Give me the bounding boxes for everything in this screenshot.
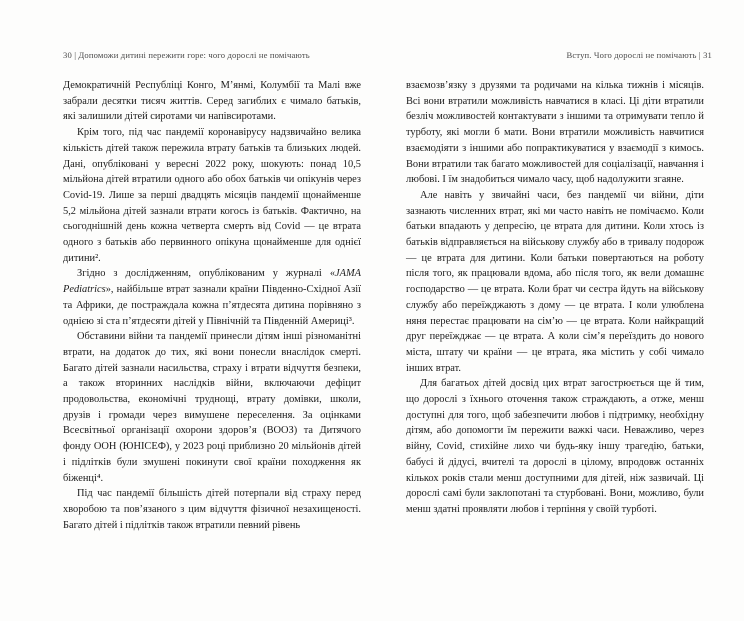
paragraph: Під час пандемії більшість дітей потерпали від страху перед хворобою та пов’язаного з цим відчуття фізичної незахищеності. Багато дітей і підлітків також втратили певний рівень — [63, 488, 361, 531]
running-head-right: Вступ. Чого дорослі не помічають | 31 — [566, 50, 712, 60]
paragraph-segment: », найбільше втрат зазнали країни Південно-Східної Азії та Африки, де постраждала кожна п’ятдесята дитина порівняно з однією зі ста п’ятдесяти дітей у Північній та Південній Америці³. — [63, 284, 361, 327]
paragraph: Обставини війни та пандемії принесли дітям інші різноманітні втрати, на додаток до тих, які вони понесли внаслідок смерті. Багато дітей зазнали насильства, страху і втрати відчуття безпеки, а також вторинних наслідків війни, включаючи дефіцит продовольства, економічні труднощі, втрату домівки, школи, друзів і громади через вимушене переселення. За оцінками Всесвітньої організації охорони здоров’я (ВООЗ) та Дитячого фонду ООН (ЮНІСЕФ), у 2023 році приблизно 20 мільйонів дітей і підлітків були змушені покинути свої країни походження як біженці⁴. — [63, 331, 361, 484]
text-column-right — [406, 78, 704, 518]
paragraph — [63, 266, 361, 329]
paragraph: Крім того, під час пандемії коронавірусу надзвичайно велика кількість дітей також пережила втрату батьків та близьких людей. Дані, опубліковані у вересні 2022 року, шокують: понад 10,5 мільйона дітей втратили одного або обох батьків чи опікунів через Covid-19. Лише за перші двадцять місяців пандемії щонайменше 5,2 мільйона дітей зазнали втрати когось із батьків. Фактично, на сьогоднішній день кожна четверта смерть від Covid — це втрата одного з батьків або первинного опікуна щонайменше для однієї дитини². — [63, 127, 361, 264]
text-column-left — [63, 78, 361, 533]
paragraph: взаємозв’язку з друзями та родичами на кілька тижнів і місяців. Всі вони втратили можливість навчатися в класі. Ці діти втратили безліч можливостей контактувати з іншими та отримувати тепло й турботу, які могли б мати. Вони втратили можливість навчитися взаємодіяти з іншими або попрактикуватися у взаємодії з кимось. Вони втратили так багато можливостей для соціалізації, навчання і любові. І їм знадобиться чимало часу, щоб надолужити згаяне. — [406, 80, 704, 186]
paragraph: Для багатьох дітей досвід цих втрат загострюється ще й тим, що дорослі з їхнього оточення також страждають, а отже, менш доступні для того, щоб забезпечити любов і підтримку, необхідну дітям, або допомогти їм пережити важкі часи. Неважливо, через війну, Covid, стихійне лихо чи будь-яку іншу трагедію, батьки, бабусі й дідусі, вчителі та дорослі в цілому, впродовж останніх кількох років стали менш доступними для дітей, ніж зазвичай. Ці дорослі самі були заклопотані та стурбовані. Вони, можливо, були менш здатні проявляти любов і терпіння у своїй турботі. — [406, 378, 704, 515]
paragraph: Демократичній Республіці Конго, М’янмі, Колумбії та Малі вже забрали десятки тисяч життів. Серед загиблих є чимало батьків, які залишили дітей сиротами чи напівсиротами. — [63, 80, 361, 123]
running-head-left: 30 | Допоможи дитині пережити горе: чого дорослі не помічають — [63, 50, 310, 60]
paragraph: Але навіть у звичайні часи, без пандемії чи війни, діти зазнають численних втрат, які ми часто навіть не помічаємо. Коли батьки впадають у депресію, це втрата для дитини. Коли хтось із батьків відправляється на військову службу або в тривалу подорож — це втрата для дитини. Коли батьки повертаються на роботу після того, як працювали вдома, або після того, як вели домашнє господарство — це втрата. Коли брат чи сестра йдуть на військову службу або переїжджають з дому — це втрата. І коли улюблена няня перестає працювати на сім’ю — це втрата. Коли найкращий друг переїжджає — це втрата. А коли сім’я переїздить до нового міста, штату чи країни — це втрата, яка містить у собі чимало інших втрат. — [406, 189, 704, 374]
paragraph-segment: Згідно з дослідженням, опублікованим у журналі « — [77, 268, 336, 280]
journal-title: JAMA Pediatrics — [63, 268, 361, 296]
